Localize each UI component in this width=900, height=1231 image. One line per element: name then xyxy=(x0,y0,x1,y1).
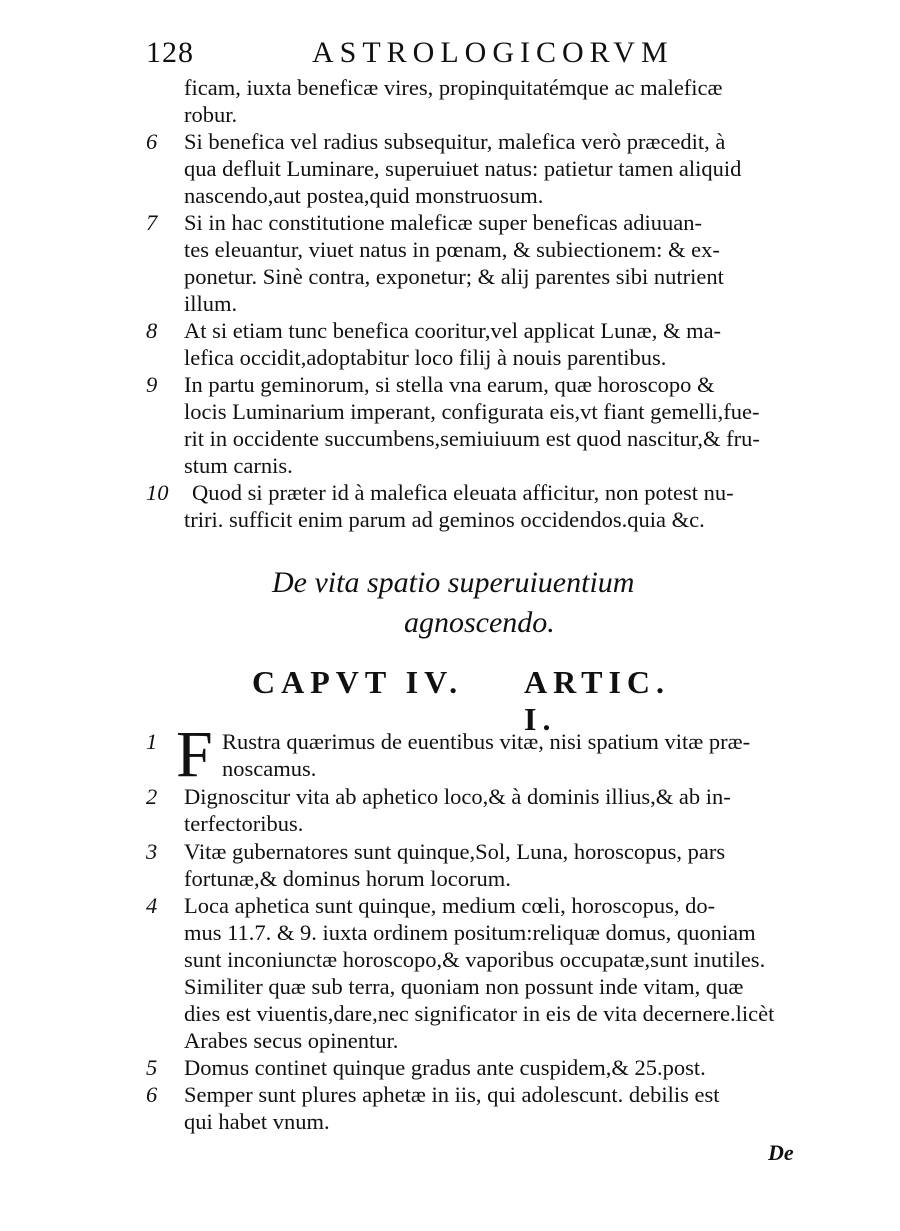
text-line: terfectoribus. xyxy=(184,811,304,836)
text-line: mus 11.7. & 9. iuxta ordinem positum:reliquæ domus, quoniam xyxy=(184,920,756,945)
text-line: qua defluit Luminare, superuiuet natus: patietur tamen aliquid xyxy=(184,156,742,181)
text-line: ficam, iuxta beneficæ vires, propinquitatémque ac maleficæ xyxy=(184,75,723,100)
text-line: 7 Si in hac constitutione maleficæ super beneficas adiuuan- xyxy=(146,210,702,235)
text-line: robur. xyxy=(184,102,238,127)
text-line: 10 Quod si præter id à malefica eleuata afficitur, non potest nu- xyxy=(146,480,734,505)
text-line: Similiter quæ sub terra, quoniam non possunt inde vitam, quæ xyxy=(184,974,744,999)
drop-cap: F xyxy=(176,718,213,791)
text-line: lefica occidit,adoptabitur loco filij à nouis parentibus. xyxy=(184,345,667,370)
section-title-continued: agnoscendo. xyxy=(404,606,555,639)
text-line: dies est viuentis,dare,nec significator in eis de vita decernere.licèt xyxy=(184,1001,775,1026)
text-line: 1 Rustra quærimus de euentibus vitæ, nisi spatium vitæ præ- xyxy=(146,729,751,754)
artic-label: ARTIC. I. xyxy=(524,664,670,737)
text-line: 3 Vitæ gubernatores sunt quinque,Sol, Luna, horoscopus, pars xyxy=(146,839,726,864)
page-number: 128 xyxy=(146,36,194,69)
text-line: 6 Si benefica vel radius subsequitur, malefica verò præcedit, à xyxy=(146,129,726,154)
text-line: stum carnis. xyxy=(184,453,293,478)
text-line: 4 Loca aphetica sunt quinque, medium cœli, horoscopus, do- xyxy=(146,893,716,918)
text-line: fortunæ,& dominus horum locorum. xyxy=(184,866,511,891)
section-title: De vita spatio superuiuentium xyxy=(272,566,635,599)
chapter-heading xyxy=(252,664,712,737)
text-line: Arabes secus opinentur. xyxy=(184,1028,399,1053)
caput-label: CAPVT IV. xyxy=(252,664,464,700)
text-line: tes eleuantur, viuet natus in pœnam, & subiectionem: & ex- xyxy=(184,237,720,262)
text-line: ponetur. Sinè contra, exponetur; & alij parentes sibi nutrient xyxy=(184,264,724,289)
text-line: sunt inconiunctæ horoscopo,& vaporibus occupatæ,sunt inutiles. xyxy=(184,947,766,972)
text-line: 8 At si etiam tunc benefica cooritur,vel applicat Lunæ, & ma- xyxy=(146,318,722,343)
text-line: locis Luminarium imperant, configurata eis,vt fiant gemelli,fue- xyxy=(184,399,760,424)
text-line: nascendo,aut postea,quid monstruosum. xyxy=(184,183,544,208)
text-line: noscamus. xyxy=(222,756,317,781)
text-line: 6 Semper sunt plures aphetæ in iis, qui adolescunt. debilis est xyxy=(146,1082,720,1107)
text-line: qui habet vnum. xyxy=(184,1109,330,1134)
catchword: De xyxy=(768,1140,794,1165)
text-line: rit in occidente succumbens,semiuiuum est quod nascitur,& fru- xyxy=(184,426,760,451)
text-line: 5 Domus continet quinque gradus ante cuspidem,& 25.post. xyxy=(146,1055,706,1080)
text-line: triri. sufficit enim parum ad geminos occidendos.quia &c. xyxy=(184,507,705,532)
text-line: 2 Dignoscitur vita ab aphetico loco,& à dominis illius,& ab in- xyxy=(146,784,731,809)
text-line: illum. xyxy=(184,291,238,316)
running-title: ASTROLOGICORVM xyxy=(312,36,674,69)
page-header xyxy=(146,36,806,70)
text-line: 9 In partu geminorum, si stella vna earum, quæ horoscopo & xyxy=(146,372,715,397)
